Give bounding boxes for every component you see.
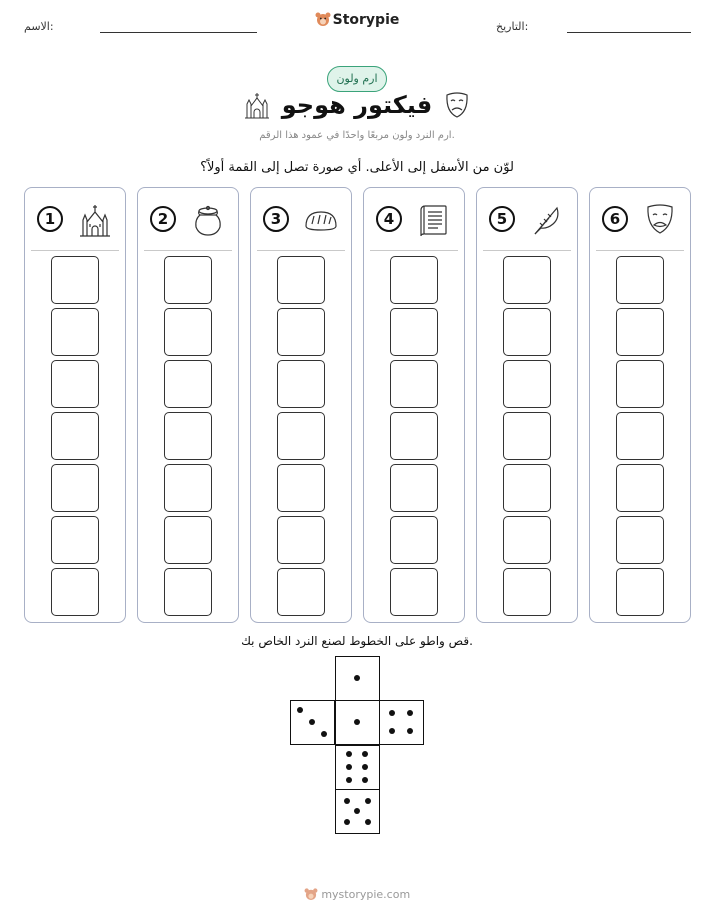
column-number: 4 xyxy=(376,206,402,232)
color-square[interactable] xyxy=(277,568,325,616)
color-square[interactable] xyxy=(277,360,325,408)
die-pip xyxy=(354,808,360,814)
die-pip xyxy=(346,777,352,783)
name-line xyxy=(100,32,257,33)
theater-mask-icon xyxy=(443,90,471,120)
cut-instruction: قص واطو على الخطوط لصنع النرد الخاص بك. xyxy=(241,634,473,648)
color-square[interactable] xyxy=(390,464,438,512)
die-face-1 xyxy=(335,656,380,701)
die-pip xyxy=(365,798,371,804)
die-pip xyxy=(354,675,360,681)
color-square[interactable] xyxy=(164,360,212,408)
die-pip xyxy=(346,764,352,770)
color-square[interactable] xyxy=(51,412,99,460)
die-pip xyxy=(362,751,368,757)
bear-logo-icon xyxy=(315,12,331,26)
color-square[interactable] xyxy=(503,516,551,564)
die-pip xyxy=(407,728,413,734)
die-pip xyxy=(389,710,395,716)
column-header xyxy=(372,202,456,238)
column-divider xyxy=(483,250,571,251)
color-square[interactable] xyxy=(503,412,551,460)
die-pip xyxy=(354,719,360,725)
die-face-6 xyxy=(335,745,380,790)
die-pip xyxy=(309,719,315,725)
die-pip xyxy=(362,764,368,770)
honey-pot-icon xyxy=(190,202,226,238)
book-icon xyxy=(416,202,452,238)
die-pip xyxy=(344,819,350,825)
color-square[interactable] xyxy=(164,568,212,616)
column-number: 5 xyxy=(489,206,515,232)
bread-icon xyxy=(303,202,339,238)
column-header xyxy=(485,202,569,238)
cathedral-icon xyxy=(243,90,271,120)
dice-column-6 xyxy=(589,187,691,623)
subtitle: ارم النرد ولون مربعًا واحدًا في عمود هذا الرقم. xyxy=(259,130,455,141)
die-pip xyxy=(407,710,413,716)
footer-url xyxy=(0,888,714,901)
dice-column-3 xyxy=(250,187,352,623)
die-pip xyxy=(297,707,303,713)
page-title: فيكتور هوجو xyxy=(281,91,433,119)
cathedral-icon xyxy=(77,202,113,238)
die-face-5 xyxy=(335,789,380,834)
column-header xyxy=(259,202,343,238)
color-square[interactable] xyxy=(390,256,438,304)
color-square[interactable] xyxy=(616,516,664,564)
column-number: 2 xyxy=(150,206,176,232)
color-square[interactable] xyxy=(503,360,551,408)
date-line xyxy=(567,32,691,33)
color-square[interactable] xyxy=(51,464,99,512)
die-pip xyxy=(362,777,368,783)
quill-feather-icon xyxy=(529,202,565,238)
color-square[interactable] xyxy=(164,256,212,304)
die-pip xyxy=(321,731,327,737)
color-square[interactable] xyxy=(51,256,99,304)
color-square[interactable] xyxy=(164,308,212,356)
column-divider xyxy=(31,250,119,251)
date-label: التاريخ: xyxy=(496,20,529,33)
color-square[interactable] xyxy=(164,464,212,512)
color-square[interactable] xyxy=(277,412,325,460)
die-pip xyxy=(389,728,395,734)
color-square[interactable] xyxy=(277,464,325,512)
color-square[interactable] xyxy=(390,308,438,356)
footer-text: mystorypie.com xyxy=(321,888,411,901)
dice-column-1 xyxy=(24,187,126,623)
bear-logo-icon xyxy=(304,888,318,900)
color-square[interactable] xyxy=(277,256,325,304)
die-face-4 xyxy=(379,700,424,745)
color-square[interactable] xyxy=(390,516,438,564)
column-header xyxy=(33,202,117,238)
brand-logo xyxy=(0,12,714,28)
color-square[interactable] xyxy=(51,360,99,408)
dice-column-4 xyxy=(363,187,465,623)
column-header xyxy=(146,202,230,238)
dice-column-2 xyxy=(137,187,239,623)
column-number: 6 xyxy=(602,206,628,232)
color-square[interactable] xyxy=(503,568,551,616)
column-divider xyxy=(370,250,458,251)
color-square[interactable] xyxy=(616,568,664,616)
die-pip xyxy=(365,819,371,825)
column-divider xyxy=(144,250,232,251)
color-square[interactable] xyxy=(616,308,664,356)
brand-name: Storypie xyxy=(332,12,400,28)
column-number: 1 xyxy=(37,206,63,232)
color-square[interactable] xyxy=(51,308,99,356)
color-square[interactable] xyxy=(616,464,664,512)
color-square[interactable] xyxy=(503,256,551,304)
color-square[interactable] xyxy=(164,412,212,460)
column-divider xyxy=(596,250,684,251)
color-square[interactable] xyxy=(390,360,438,408)
die-face-1 xyxy=(335,700,380,745)
color-square[interactable] xyxy=(616,256,664,304)
die-face-3 xyxy=(290,700,335,745)
die-pip xyxy=(344,798,350,804)
instruction: لوّن من الأسفل إلى الأعلى. أي صورة تصل إلى القمة أولاً؟ xyxy=(200,160,514,175)
color-square[interactable] xyxy=(503,464,551,512)
activity-badge: ارم ولون xyxy=(327,66,387,92)
column-divider xyxy=(257,250,345,251)
die-pip xyxy=(346,751,352,757)
color-square[interactable] xyxy=(51,568,99,616)
color-square[interactable] xyxy=(277,516,325,564)
color-square[interactable] xyxy=(503,308,551,356)
color-square[interactable] xyxy=(616,412,664,460)
name-label: الاسم: xyxy=(24,20,54,33)
color-square[interactable] xyxy=(390,568,438,616)
color-square[interactable] xyxy=(277,308,325,356)
column-number: 3 xyxy=(263,206,289,232)
dice-column-5 xyxy=(476,187,578,623)
color-square[interactable] xyxy=(390,412,438,460)
color-square[interactable] xyxy=(51,516,99,564)
title-row xyxy=(0,90,714,126)
color-square[interactable] xyxy=(164,516,212,564)
theater-mask-icon xyxy=(642,202,678,238)
column-header xyxy=(598,202,682,238)
color-square[interactable] xyxy=(616,360,664,408)
